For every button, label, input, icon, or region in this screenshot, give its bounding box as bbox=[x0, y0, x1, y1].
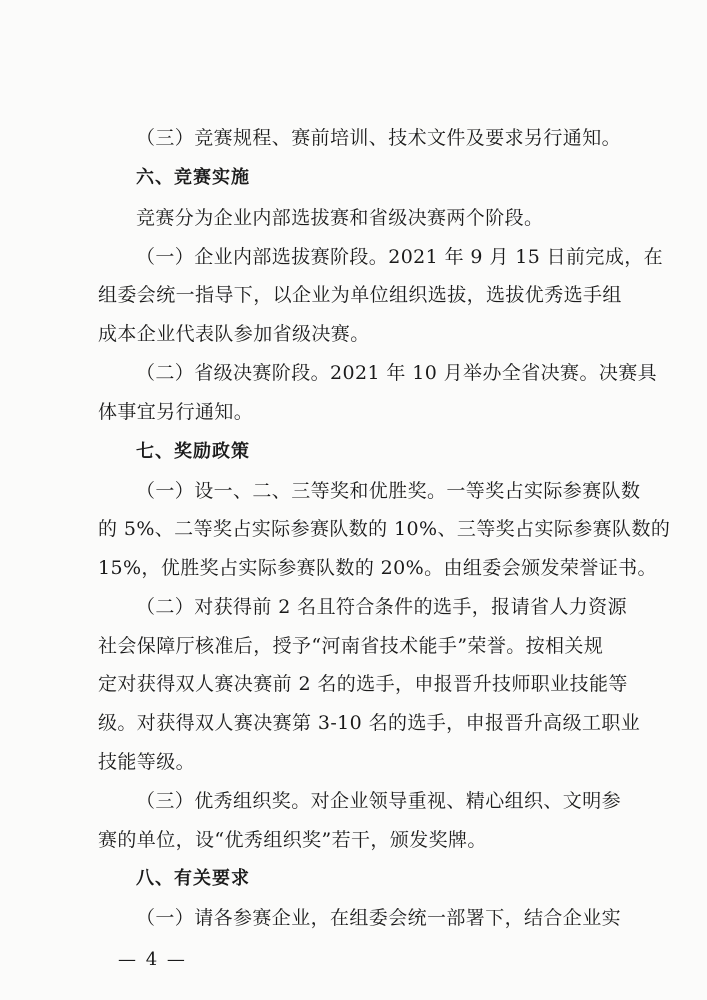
paragraph-line: （一）企业内部选拔赛阶段。2021 年 9 月 15 日前完成，在 bbox=[136, 246, 664, 268]
section-heading-6: 六、竞赛实施 bbox=[136, 167, 250, 188]
paragraph-line: 赛的单位，设“优秀组织奖”若干，颁发奖牌。 bbox=[98, 829, 487, 851]
paragraph-line: （二）省级决赛阶段。2021 年 10 月举办全省决赛。决赛具 bbox=[136, 362, 658, 384]
paragraph-line: 成本企业代表队参加省级决赛。 bbox=[98, 323, 370, 345]
paragraph-line: （二）对获得前 2 名且符合条件的选手，报请省人力资源 bbox=[136, 596, 627, 618]
paragraph-line: 技能等级。 bbox=[98, 751, 196, 773]
paragraph-line: （三）优秀组织奖。对企业领导重视、精心组织、文明参 bbox=[136, 790, 622, 812]
paragraph-line: 定对获得双人赛决赛前 2 名的选手，申报晋升技师职业技能等 bbox=[98, 673, 628, 695]
paragraph-line: 的 5%、二等奖占实际参赛队数的 10%、三等奖占实际参赛队数的 bbox=[98, 518, 671, 540]
paragraph-line: （一）请各参赛企业，在组委会统一部署下，结合企业实 bbox=[136, 907, 622, 929]
section-heading-8: 八、有关要求 bbox=[136, 868, 250, 889]
paragraph-line: 级。对获得双人赛决赛第 3-10 名的选手，申报晋升高级工职业 bbox=[98, 712, 641, 734]
paragraph-line: 15%，优胜奖占实际参赛队数的 20%。由组委会颁发荣誉证书。 bbox=[98, 557, 657, 579]
paragraph-line: 竞赛分为企业内部选拔赛和省级决赛两个阶段。 bbox=[136, 207, 544, 229]
paragraph-line: 体事宜另行通知。 bbox=[98, 401, 254, 423]
page-number: — 4 — bbox=[118, 949, 187, 970]
paragraph-line: 组委会统一指导下，以企业为单位组织选拔，选拔优秀选手组 bbox=[98, 284, 622, 306]
section-heading-7: 七、奖励政策 bbox=[136, 441, 250, 462]
paragraph-line: （三）竞赛规程、赛前培训、技术文件及要求另行通知。 bbox=[136, 127, 622, 149]
paragraph-line: （一）设一、二、三等奖和优胜奖。一等奖占实际参赛队数 bbox=[136, 480, 641, 502]
paragraph-line: 社会保障厅核准后，授予“河南省技术能手”荣誉。按相关规 bbox=[98, 635, 604, 657]
